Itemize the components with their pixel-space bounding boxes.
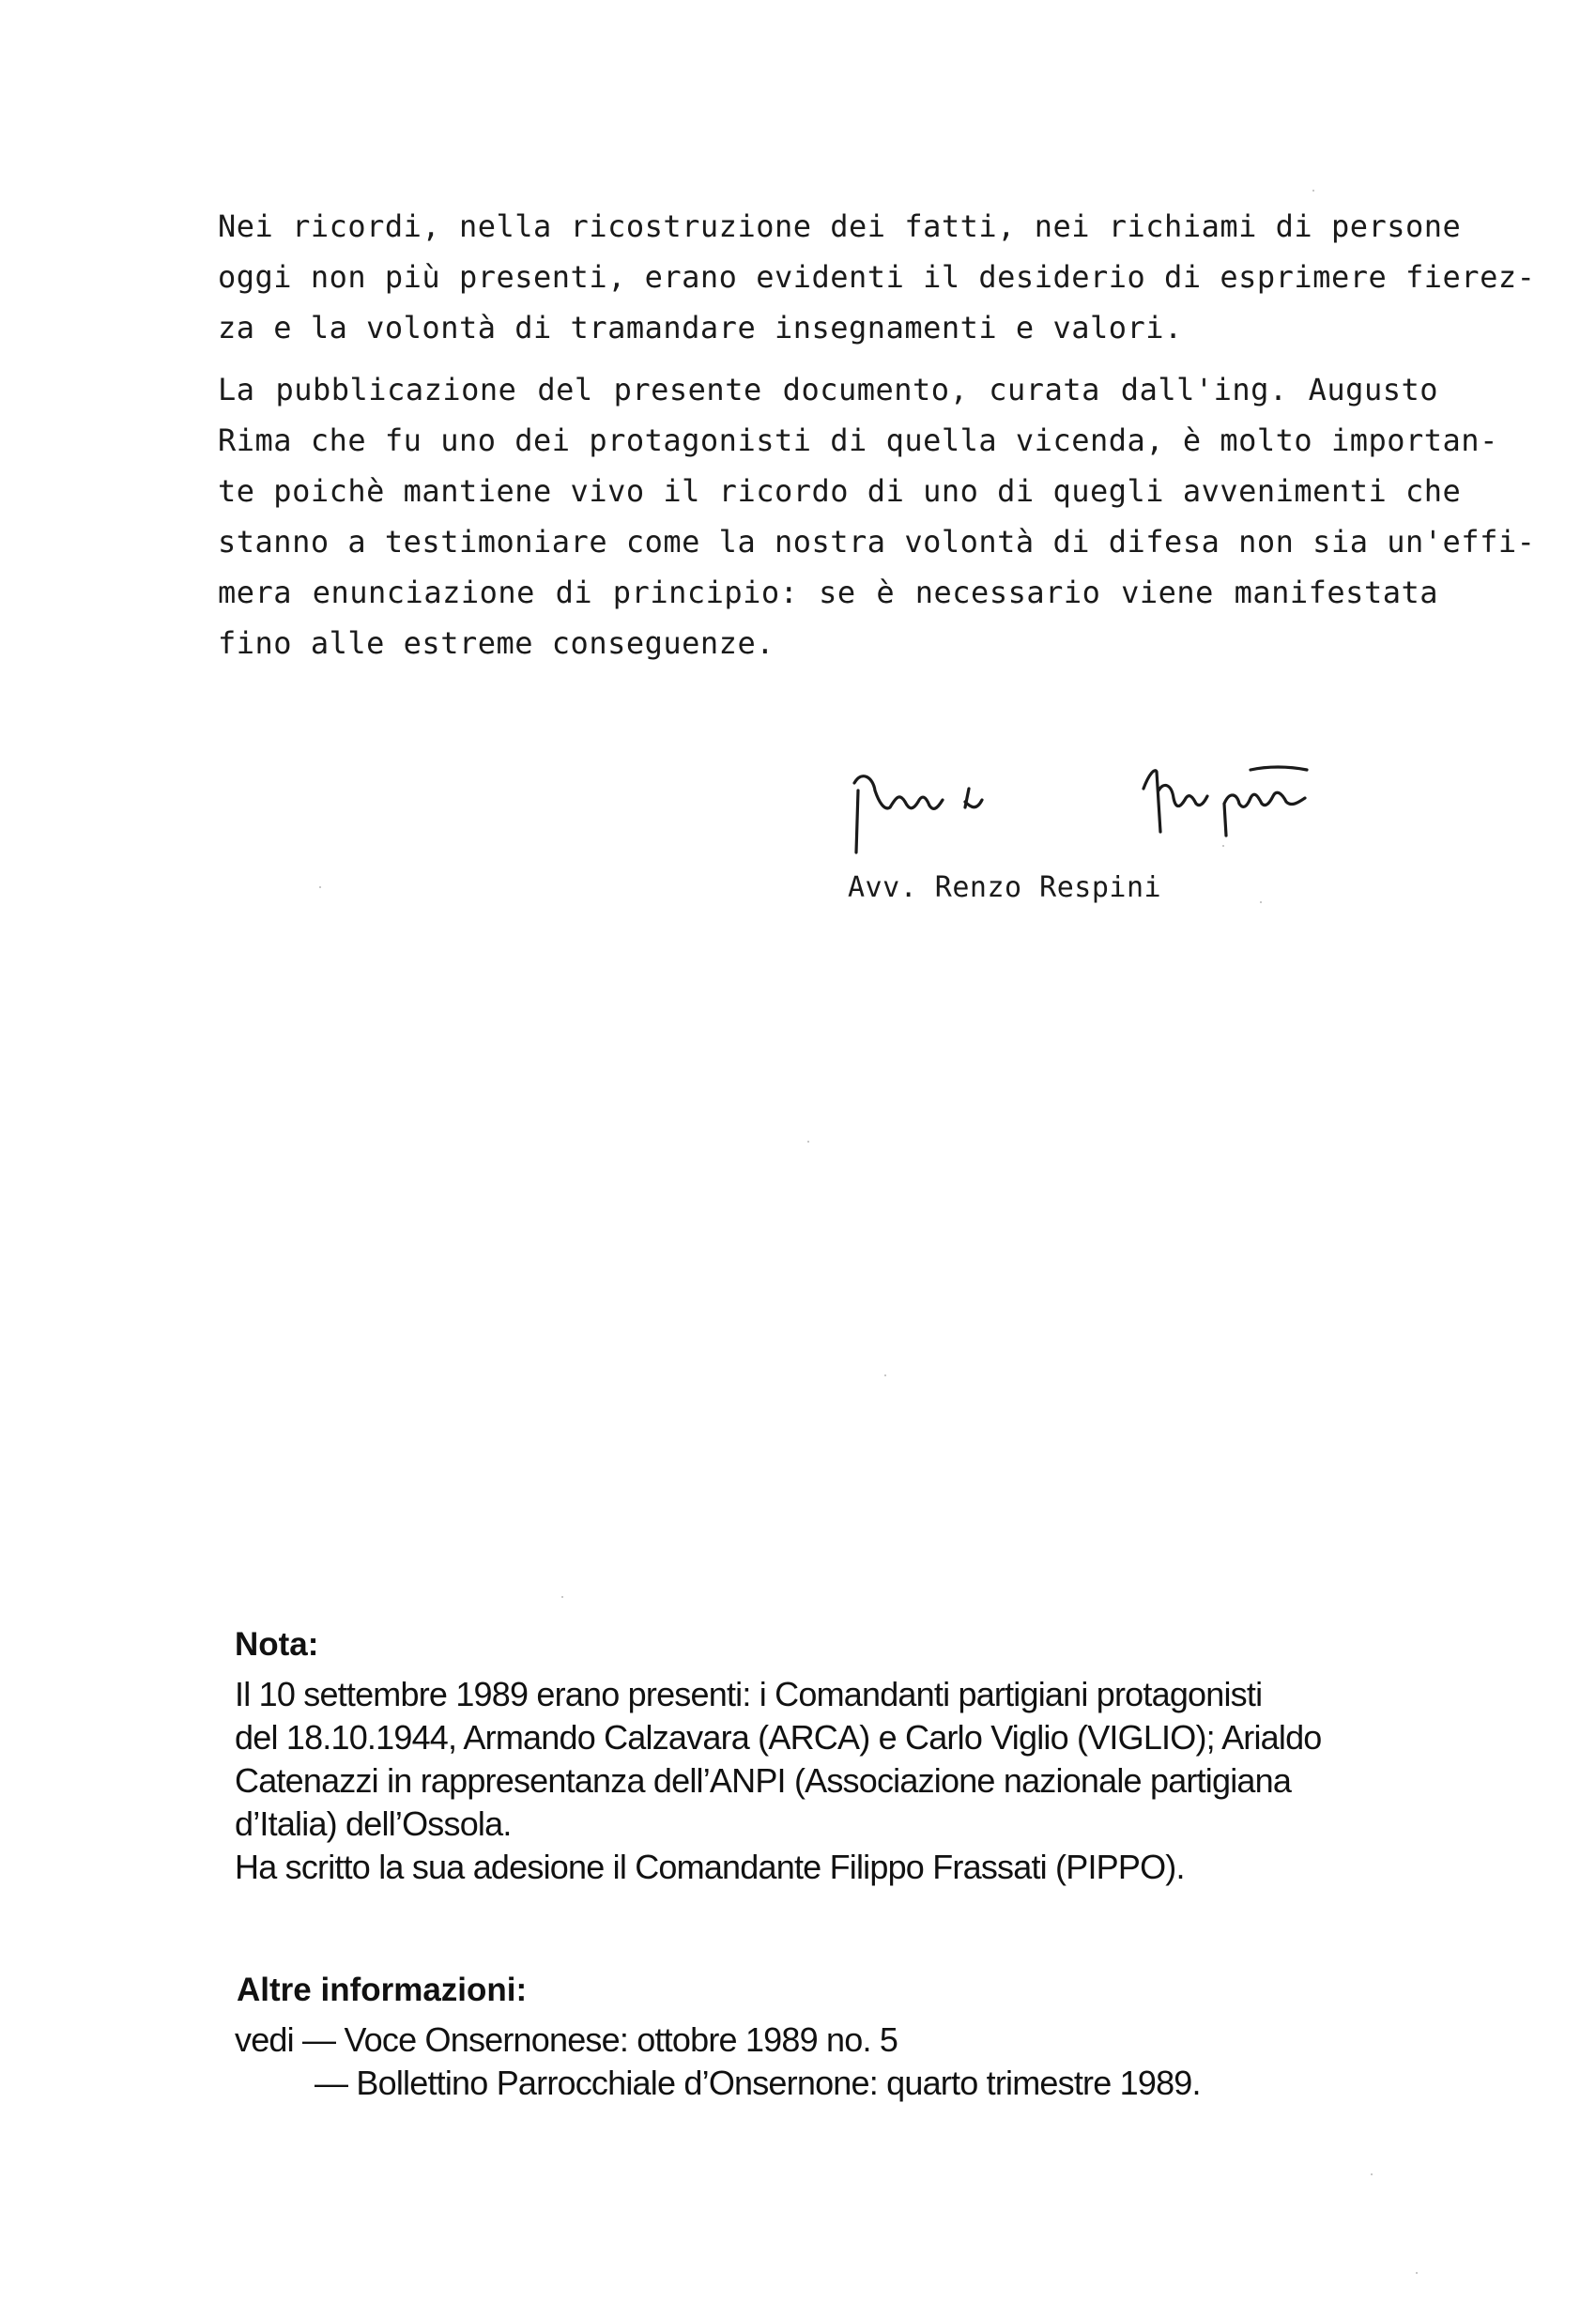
nota-line: d’Italia) dell’Ossola. (235, 1804, 512, 1843)
reference-line: — Bollettino Parrocchiale d’Onsernone: quarto trimestre 1989. (315, 2064, 1201, 2102)
text-line: te poichè mantiene vivo il ricordo di uno di quegli avvenimenti che (218, 473, 1462, 509)
scan-speck (1312, 190, 1314, 192)
nota-line: Ha scritto la sua adesione il Comandante Filippo Frassati (PIPPO). (235, 1848, 1185, 1886)
scan-speck (1222, 845, 1224, 847)
text-line: mera enunciazione di principio: se è necessario viene manifestata (218, 575, 1438, 610)
text-line: oggi non più presenti, erano evidenti il desiderio di esprimere fierez- (218, 259, 1536, 295)
altre-informazioni-heading: Altre informazioni: (237, 1972, 528, 2008)
scan-speck (1260, 901, 1262, 903)
signer-name: Avv. Renzo Respini (848, 871, 1162, 904)
paragraph-2 (218, 364, 1536, 668)
handwritten-signature (845, 742, 1408, 854)
scan-speck (1416, 2272, 1418, 2274)
text-line: stanno a testimoniare come la nostra volontà di difesa non sia un'effi- (218, 524, 1536, 560)
text-line: za e la volontà di tramandare insegnamenti e valori. (218, 310, 1183, 345)
text-line: Nei ricordi, nella ricostruzione dei fatti, nei richiami di persone (218, 208, 1462, 244)
nota-heading: Nota: (235, 1626, 319, 1663)
reference-line: vedi — Voce Onsernonese: ottobre 1989 no. 5 (235, 2020, 898, 2059)
paragraph-1 (218, 201, 1536, 353)
nota-body (235, 1673, 1455, 1889)
scan-speck (807, 1141, 809, 1143)
text-line: Rima che fu uno dei protagonisti di quella vicenda, è molto importan- (218, 422, 1498, 458)
text-line: fino alle estreme conseguenze. (218, 625, 775, 661)
scan-speck (319, 886, 321, 888)
scan-speck (884, 1374, 886, 1376)
altre-informazioni-body (235, 2019, 1455, 2105)
scan-speck (561, 1596, 563, 1598)
nota-line: Il 10 settembre 1989 erano presenti: i Comandanti partigiani protagonisti (235, 1675, 1263, 1713)
nota-line: del 18.10.1944, Armando Calzavara (ARCA) e Carlo Viglio (VIGLIO); Arialdo (235, 1718, 1322, 1757)
scan-speck (1371, 2173, 1373, 2175)
text-line: La pubblicazione del presente documento, curata dall'ing. Augusto (218, 372, 1438, 407)
nota-line: Catenazzi in rappresentanza dell’ANPI (Associazione nazionale partigiana (235, 1761, 1292, 1800)
